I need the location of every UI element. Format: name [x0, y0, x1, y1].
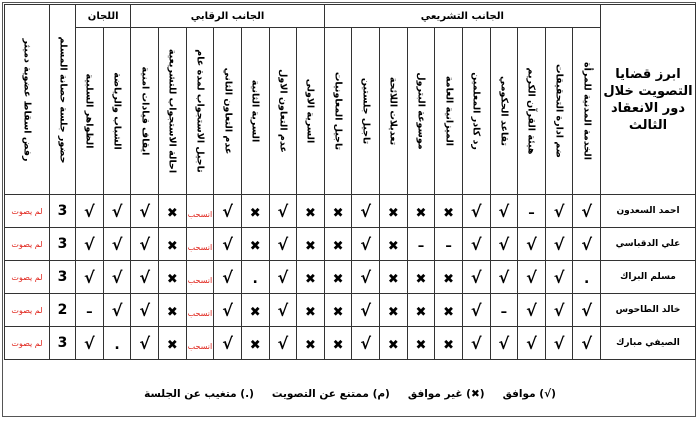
vote-cell [545, 294, 573, 327]
vote-cell [214, 261, 242, 294]
vote-abstain-symbol: – [500, 304, 508, 320]
member-name: مسلم البراك [601, 261, 696, 294]
vote-cell [76, 261, 104, 294]
vote-yes-symbol: √ [84, 234, 95, 254]
vote-cell [462, 294, 490, 327]
refusal-status: لم يصوت [5, 261, 50, 294]
vote-no-symbol: ✖ [415, 271, 427, 287]
vote-no-symbol: ✖ [443, 337, 455, 353]
vote-cell [297, 327, 325, 360]
vote-yes-symbol: √ [498, 333, 510, 353]
group-committees: اللجان [76, 5, 131, 28]
vote-cell [159, 294, 187, 327]
vote-yes-symbol: √ [84, 333, 95, 353]
member-name: الصيفي مبارك [601, 327, 696, 360]
col-committees-1: الظواهر السلبية [76, 28, 104, 195]
vote-cell [131, 294, 159, 327]
vote-no-symbol: ✖ [304, 271, 316, 287]
col-legislative-7: تعديلات اللائحة [380, 28, 408, 195]
vote-cell [380, 294, 408, 327]
vote-cell [380, 327, 408, 360]
vote-yes-symbol: √ [222, 201, 233, 221]
vote-no-symbol: ✖ [415, 205, 427, 221]
col-oversight-5: احالة الاستجواب للتشريعية [159, 28, 187, 195]
vote-cell [186, 327, 214, 360]
vote-yes-symbol: √ [360, 234, 372, 254]
vote-yes-symbol: √ [139, 333, 151, 353]
vote-cell [407, 294, 435, 327]
vote-yes-symbol: √ [553, 201, 565, 221]
vote-cell [352, 195, 380, 228]
vote-cell [186, 228, 214, 261]
vote-yes-symbol: √ [553, 267, 565, 287]
col-oversight-2: السرية الثانية [241, 28, 269, 195]
vote-no-symbol: ✖ [415, 337, 427, 353]
vote-no-symbol: ✖ [166, 271, 178, 287]
legend-no: (✖) غير موافق [407, 388, 485, 400]
vote-cell [186, 261, 214, 294]
vote-cell [131, 228, 159, 261]
table-row [5, 327, 696, 360]
vote-yes-symbol: √ [84, 201, 95, 221]
vote-cell [241, 294, 269, 327]
vote-no-symbol: ✖ [249, 238, 261, 254]
vote-cell [573, 327, 601, 360]
vote-yes-symbol: √ [222, 333, 233, 353]
vote-yes-symbol: √ [139, 267, 151, 287]
legend [4, 373, 696, 415]
vote-cell [518, 195, 546, 228]
vote-absent-symbol: . [584, 270, 590, 287]
table-row [5, 228, 696, 261]
vote-cell [76, 195, 104, 228]
vote-yes-symbol: √ [581, 201, 593, 221]
vote-cell [241, 261, 269, 294]
vote-yes-symbol: √ [84, 267, 95, 287]
vote-cell [518, 261, 546, 294]
vote-withdraw-symbol: انسحب [187, 275, 213, 285]
vote-abstain-symbol: – [86, 304, 93, 320]
vote-no-symbol: ✖ [387, 205, 399, 221]
vote-yes-symbol: √ [139, 201, 151, 221]
vote-cell [269, 294, 297, 327]
col-attendance: حضور جلسة حصانة المسلم [50, 5, 76, 195]
vote-no-symbol: ✖ [443, 271, 455, 287]
table-row [5, 261, 696, 294]
vote-yes-symbol: √ [277, 333, 289, 353]
group-header-row [5, 5, 696, 28]
vote-yes-symbol: √ [222, 300, 233, 320]
vote-cell [76, 228, 104, 261]
vote-cell [490, 327, 518, 360]
refusal-status: لم يصوت [5, 294, 50, 327]
vote-yes-symbol: √ [222, 234, 233, 254]
vote-no-symbol: ✖ [304, 304, 316, 320]
vote-yes-symbol: √ [526, 234, 537, 254]
vote-cell [103, 294, 131, 327]
vote-yes-symbol: √ [222, 267, 233, 287]
vote-cell [186, 294, 214, 327]
vote-cell [103, 327, 131, 360]
vote-yes-symbol: √ [553, 333, 565, 353]
legend-abstain: (م) ممتنع عن التصويت [271, 388, 390, 400]
vote-yes-symbol: √ [470, 267, 482, 287]
vote-yes-symbol: √ [553, 234, 565, 254]
col-oversight-3: عدم التعاون الثاني [214, 28, 242, 195]
vote-no-symbol: ✖ [304, 205, 316, 221]
vote-cell [241, 195, 269, 228]
vote-absent-symbol: . [114, 336, 120, 353]
vote-no-symbol: ✖ [332, 238, 344, 254]
col-committees-0: الشباب والرياضة [103, 28, 131, 195]
col-oversight-0: السرية الاولى [297, 28, 325, 195]
vote-yes-symbol: √ [526, 333, 537, 353]
vote-yes-symbol: √ [470, 333, 482, 353]
vote-abstain-symbol: – [528, 205, 535, 221]
vote-withdraw-symbol: انسحب [187, 242, 213, 252]
vote-cell [269, 195, 297, 228]
vote-cell [131, 195, 159, 228]
vote-cell [435, 195, 463, 228]
vote-cell [490, 294, 518, 327]
member-name: خالد الطاحوس [601, 294, 696, 327]
vote-cell [324, 294, 352, 327]
vote-cell [380, 261, 408, 294]
vote-cell [545, 261, 573, 294]
col-legislative-5: الميزانية العامة [435, 28, 463, 195]
vote-cell [269, 228, 297, 261]
col-oversight-4: تاجيل الاستجواب لمدة عام [186, 28, 214, 195]
vote-cell [545, 228, 573, 261]
vote-cell [214, 327, 242, 360]
vote-no-symbol: ✖ [166, 337, 178, 353]
vote-cell [214, 294, 242, 327]
vote-cell [103, 195, 131, 228]
vote-cell [435, 228, 463, 261]
col-oversight-1: عدم التعاون الاول [269, 28, 297, 195]
table-body [5, 195, 696, 360]
group-oversight: الجانب الرقابي [131, 5, 324, 28]
voting-table [4, 4, 696, 360]
vote-no-symbol: ✖ [387, 304, 399, 320]
col-legislative-9: تاجيل المعاونيات [324, 28, 352, 195]
vote-yes-symbol: √ [360, 300, 372, 320]
vote-cell [103, 228, 131, 261]
vote-no-symbol: ✖ [304, 238, 316, 254]
vote-cell [324, 195, 352, 228]
vote-cell [131, 261, 159, 294]
vote-yes-symbol: √ [553, 300, 565, 320]
vote-cell [407, 195, 435, 228]
vote-cell [324, 261, 352, 294]
vote-absent-symbol: . [252, 270, 258, 287]
attendance-count: 2 [50, 294, 76, 327]
vote-yes-symbol: √ [277, 267, 289, 287]
vote-cell [435, 261, 463, 294]
vote-cell [241, 327, 269, 360]
vote-cell [380, 195, 408, 228]
member-name: احمد السعدون [601, 195, 696, 228]
vote-yes-symbol: √ [111, 234, 123, 254]
vote-yes-symbol: √ [526, 267, 537, 287]
vote-cell [407, 261, 435, 294]
vote-cell [407, 327, 435, 360]
vote-cell [297, 261, 325, 294]
vote-cell [573, 228, 601, 261]
vote-cell [186, 195, 214, 228]
vote-yes-symbol: √ [277, 234, 289, 254]
vote-cell [352, 261, 380, 294]
vote-no-symbol: ✖ [443, 304, 455, 320]
vote-withdraw-symbol: انسحب [187, 209, 213, 219]
member-name: علي الدقباسي [601, 228, 696, 261]
vote-cell [159, 195, 187, 228]
vote-cell [352, 228, 380, 261]
vote-yes-symbol: √ [498, 267, 510, 287]
vote-no-symbol: ✖ [332, 205, 344, 221]
col-legislative-0: الخدمة المدنية للمرأة [573, 28, 601, 195]
vote-cell [380, 228, 408, 261]
table-title: ابرز قضايا التصويت خلال دور الانعقاد الثالث [601, 5, 696, 195]
vote-cell [297, 294, 325, 327]
vote-yes-symbol: √ [139, 300, 151, 320]
vote-yes-symbol: √ [581, 333, 593, 353]
vote-no-symbol: ✖ [249, 304, 261, 320]
attendance-count: 3 [50, 327, 76, 360]
vote-cell [214, 195, 242, 228]
col-refusal: رفض اسقاط عضوية دميثر [5, 5, 50, 195]
vote-yes-symbol: √ [277, 201, 289, 221]
refusal-status: لم يصوت [5, 195, 50, 228]
vote-no-symbol: ✖ [332, 271, 344, 287]
vote-cell [518, 294, 546, 327]
vote-yes-symbol: √ [498, 234, 510, 254]
vote-yes-symbol: √ [360, 201, 372, 221]
vote-no-symbol: ✖ [415, 304, 427, 320]
vote-cell [159, 228, 187, 261]
vote-cell [545, 195, 573, 228]
vote-no-symbol: ✖ [249, 337, 261, 353]
vote-cell [352, 294, 380, 327]
vote-withdraw-symbol: انسحب [187, 308, 213, 318]
vote-yes-symbol: √ [470, 300, 482, 320]
vote-abstain-symbol: – [445, 238, 452, 254]
vote-yes-symbol: √ [111, 267, 123, 287]
vote-cell [269, 327, 297, 360]
vote-cell [462, 327, 490, 360]
vote-yes-symbol: √ [111, 201, 123, 221]
vote-cell [573, 294, 601, 327]
table-row [5, 294, 696, 327]
vote-cell [462, 228, 490, 261]
vote-cell [76, 327, 104, 360]
vote-cell [545, 327, 573, 360]
vote-cell [131, 327, 159, 360]
vote-yes-symbol: √ [139, 234, 151, 254]
vote-no-symbol: ✖ [443, 205, 455, 221]
attendance-count: 3 [50, 261, 76, 294]
col-legislative-2: هيئة القرآن الكريم [518, 28, 546, 195]
attendance-count: 3 [50, 195, 76, 228]
vote-withdraw-symbol: انسحب [187, 341, 213, 351]
vote-cell [518, 327, 546, 360]
vote-cell [573, 261, 601, 294]
vote-cell [407, 228, 435, 261]
vote-cell [324, 327, 352, 360]
vote-cell [103, 261, 131, 294]
col-legislative-3: تقاعد الحكومي [490, 28, 518, 195]
refusal-status: لم يصوت [5, 228, 50, 261]
vote-yes-symbol: √ [498, 201, 510, 221]
vote-no-symbol: ✖ [387, 238, 399, 254]
vote-cell [297, 195, 325, 228]
vote-no-symbol: ✖ [166, 205, 178, 221]
vote-yes-symbol: √ [581, 300, 593, 320]
group-legislative: الجانب التشريعي [324, 5, 600, 28]
legend-absent: (.) متغيب عن الجلسة [144, 388, 254, 400]
refusal-status: لم يصوت [5, 327, 50, 360]
vote-yes-symbol: √ [277, 300, 289, 320]
col-oversight-6: ايقاف قيادات امنية [131, 28, 159, 195]
vote-yes-symbol: √ [360, 267, 372, 287]
vote-cell [490, 228, 518, 261]
vote-cell [76, 294, 104, 327]
vote-yes-symbol: √ [470, 201, 482, 221]
vote-no-symbol: ✖ [304, 337, 316, 353]
vote-cell [573, 195, 601, 228]
vote-yes-symbol: √ [360, 333, 372, 353]
vote-abstain-symbol: – [417, 238, 425, 254]
col-legislative-1: ضم ادارة التحقيقات [545, 28, 573, 195]
column-header-row [5, 28, 696, 195]
vote-cell [435, 294, 463, 327]
col-legislative-6: موسوعة البترول [407, 28, 435, 195]
vote-cell [241, 228, 269, 261]
legend-yes: (√) موافق [502, 388, 556, 400]
vote-cell [324, 228, 352, 261]
vote-no-symbol: ✖ [332, 337, 344, 353]
vote-no-symbol: ✖ [387, 271, 399, 287]
vote-yes-symbol: √ [581, 234, 593, 254]
table-row [5, 195, 696, 228]
vote-cell [490, 195, 518, 228]
vote-no-symbol: ✖ [166, 304, 178, 320]
vote-cell [435, 327, 463, 360]
vote-yes-symbol: √ [470, 234, 482, 254]
col-legislative-4: رد كادر المعلمين [462, 28, 490, 195]
vote-yes-symbol: √ [526, 300, 537, 320]
vote-no-symbol: ✖ [166, 238, 178, 254]
vote-cell [297, 228, 325, 261]
vote-no-symbol: ✖ [387, 337, 399, 353]
vote-cell [518, 228, 546, 261]
vote-yes-symbol: √ [111, 300, 123, 320]
vote-cell [490, 261, 518, 294]
vote-no-symbol: ✖ [332, 304, 344, 320]
vote-cell [159, 261, 187, 294]
vote-cell [159, 327, 187, 360]
vote-no-symbol: ✖ [249, 205, 261, 221]
vote-cell [214, 228, 242, 261]
vote-cell [462, 261, 490, 294]
vote-cell [462, 195, 490, 228]
vote-cell [352, 327, 380, 360]
attendance-count: 3 [50, 228, 76, 261]
col-legislative-8: تاجيل جلستين [352, 28, 380, 195]
vote-cell [269, 261, 297, 294]
